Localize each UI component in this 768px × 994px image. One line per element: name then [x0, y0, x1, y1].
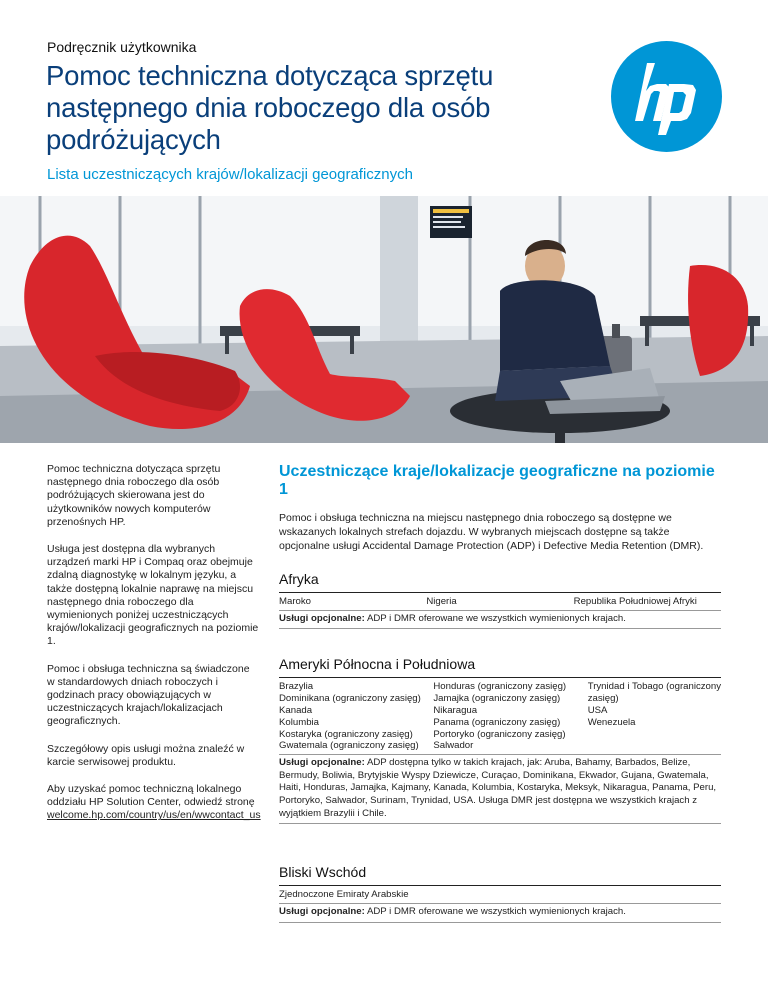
page-title: Pomoc techniczna dotycząca sprzętu następnego dnia roboczego dla osób podróżujących: [46, 60, 494, 155]
country: Wenezuela: [587, 716, 636, 728]
country-column: [426, 596, 573, 608]
support-instruction: Aby uzyskać pomoc techniczną lokalnego oddziału HP Solution Center, odwiedź stronę: [47, 783, 255, 809]
sidebar-paragraph-3: Pomoc i obsługa techniczna są świadczone w standardowych dniach roboczych i godzinach pracy obowiązujących w uczestniczących krajach/lokalizacjach geograficznych.: [47, 662, 250, 728]
country-list: [279, 678, 721, 755]
country: Panama (ograniczony zasięg): [433, 716, 561, 728]
country: zasięg): [587, 693, 619, 705]
country-column: [433, 681, 587, 752]
optional-services-text: ADP i DMR oferowane we wszystkich wymienionych krajach.: [364, 612, 626, 624]
main-content: [279, 463, 721, 923]
country: Gwatemala (ograniczony zasięg): [279, 740, 419, 752]
country: Kanada: [279, 704, 313, 716]
region-title: Afryka: [279, 571, 721, 593]
optional-services: [279, 755, 721, 824]
country-column: [279, 681, 433, 752]
region-ameryki: [279, 656, 721, 824]
optional-services: [279, 904, 721, 923]
section-intro: Pomoc i obsługa techniczna na miejscu następnego dnia roboczego są dostępne we wskazanych lokalnych strefach dojazdu. W wybranych miejscach dostępne są także opcjonalne usługi Accidental Damage Protection (ADP) i Defective Media Retention (DMR).: [279, 512, 704, 552]
country: Kolumbia: [279, 716, 319, 728]
support-link[interactable]: welcome.hp.com/country/us/en/wwcontact_us: [47, 809, 261, 822]
country: Jamajka (ograniczony zasięg): [433, 693, 561, 705]
country-column: [279, 596, 426, 608]
country: Zjednoczone Emiraty Arabskie: [279, 889, 409, 901]
sidebar-paragraph-4: Szczegółowy opis usługi można znaleźć w karcie serwisowej produktu.: [47, 742, 245, 768]
country: Kostaryka (ograniczony zasięg): [279, 728, 413, 740]
hp-logo: [611, 41, 722, 152]
optional-services-label: Usługi opcjonalne:: [279, 612, 365, 624]
country: Trynidad i Tobago (ograniczony: [587, 681, 722, 693]
country-list: [279, 886, 721, 904]
sidebar-paragraph-1: Pomoc techniczna dotycząca sprzętu następnego dnia roboczego dla osób podróżujących skierowana jest do użytkowników nowych komputerów przenośnych HP.: [47, 463, 221, 528]
optional-services-text: ADP i DMR oferowane we wszystkich wymienionych krajach.: [364, 905, 626, 917]
country-column: [574, 596, 721, 608]
region-title: Bliski Wschód: [279, 864, 721, 886]
optional-services-label: Usługi opcjonalne:: [279, 905, 365, 917]
optional-services-text: ADP dostępna tylko w takich krajach, jak: Aruba, Bahamy, Barbados, Belize, Bermudy, Boliwia, Brytyjskie Wyspy Dziewicze, Curaçao, Dominikana, Ekwador, Gujana, Gwatemala, Haiti, Honduras, Jamajka, Kajmany, Kanada, Kolumbia, Kostaryka, Meksyk, Nikaragua, Panama, Peru, Portoryko, Salwador, Surinam, Trynidad, USA. Usługa DMR jest dostępna we wszystkich krajach z wyjątkiem Brazylii i Chile.: [279, 757, 717, 819]
sidebar-paragraph-2: Usługa jest dostępna dla wybranych urządzeń marki HP i Compaq oraz obejmuje zdalną diagnostykę w lokalnym języku, a także dostępną lokalnie naprawę na miejscu następnego dnia roboczego dla wymienionych poniżej uczestniczących krajów/lokalizacji geograficznych na poziomie 1.: [47, 543, 259, 648]
country: Dominikana (ograniczony zasięg): [279, 693, 421, 705]
page-subtitle: Lista uczestniczących krajów/lokalizacji geograficznych: [47, 166, 413, 183]
country: Salwador: [433, 740, 474, 752]
country: Nikaragua: [433, 704, 478, 716]
intro-sidebar: [47, 463, 259, 837]
region-bliski-wschod: [279, 864, 721, 922]
country: Honduras (ograniczony zasięg): [433, 681, 567, 693]
country-column: [279, 889, 721, 901]
country: Republika Południowej Afryki: [573, 596, 697, 607]
country: Brazylia: [279, 681, 314, 693]
sidebar-paragraph-5: [47, 783, 259, 823]
country: USA: [587, 704, 608, 716]
country: Nigeria: [426, 596, 457, 607]
region-title: Ameryki Północna i Południowa: [279, 656, 721, 678]
country: Portoryko (ograniczony zasięg): [433, 728, 566, 740]
country-column: [588, 681, 721, 752]
optional-services-label: Usługi opcjonalne:: [279, 757, 365, 769]
optional-services: [279, 611, 721, 630]
country-list: [279, 593, 721, 611]
hero-photo: [0, 196, 768, 443]
document-type: Podręcznik użytkownika: [47, 39, 197, 55]
region-afryka: [279, 571, 721, 629]
airport-lounge-illustration: [0, 196, 768, 443]
section-heading: Uczestniczące kraje/lokalizacje geograficzne na poziomie 1: [279, 463, 715, 498]
country: Maroko: [279, 596, 311, 607]
